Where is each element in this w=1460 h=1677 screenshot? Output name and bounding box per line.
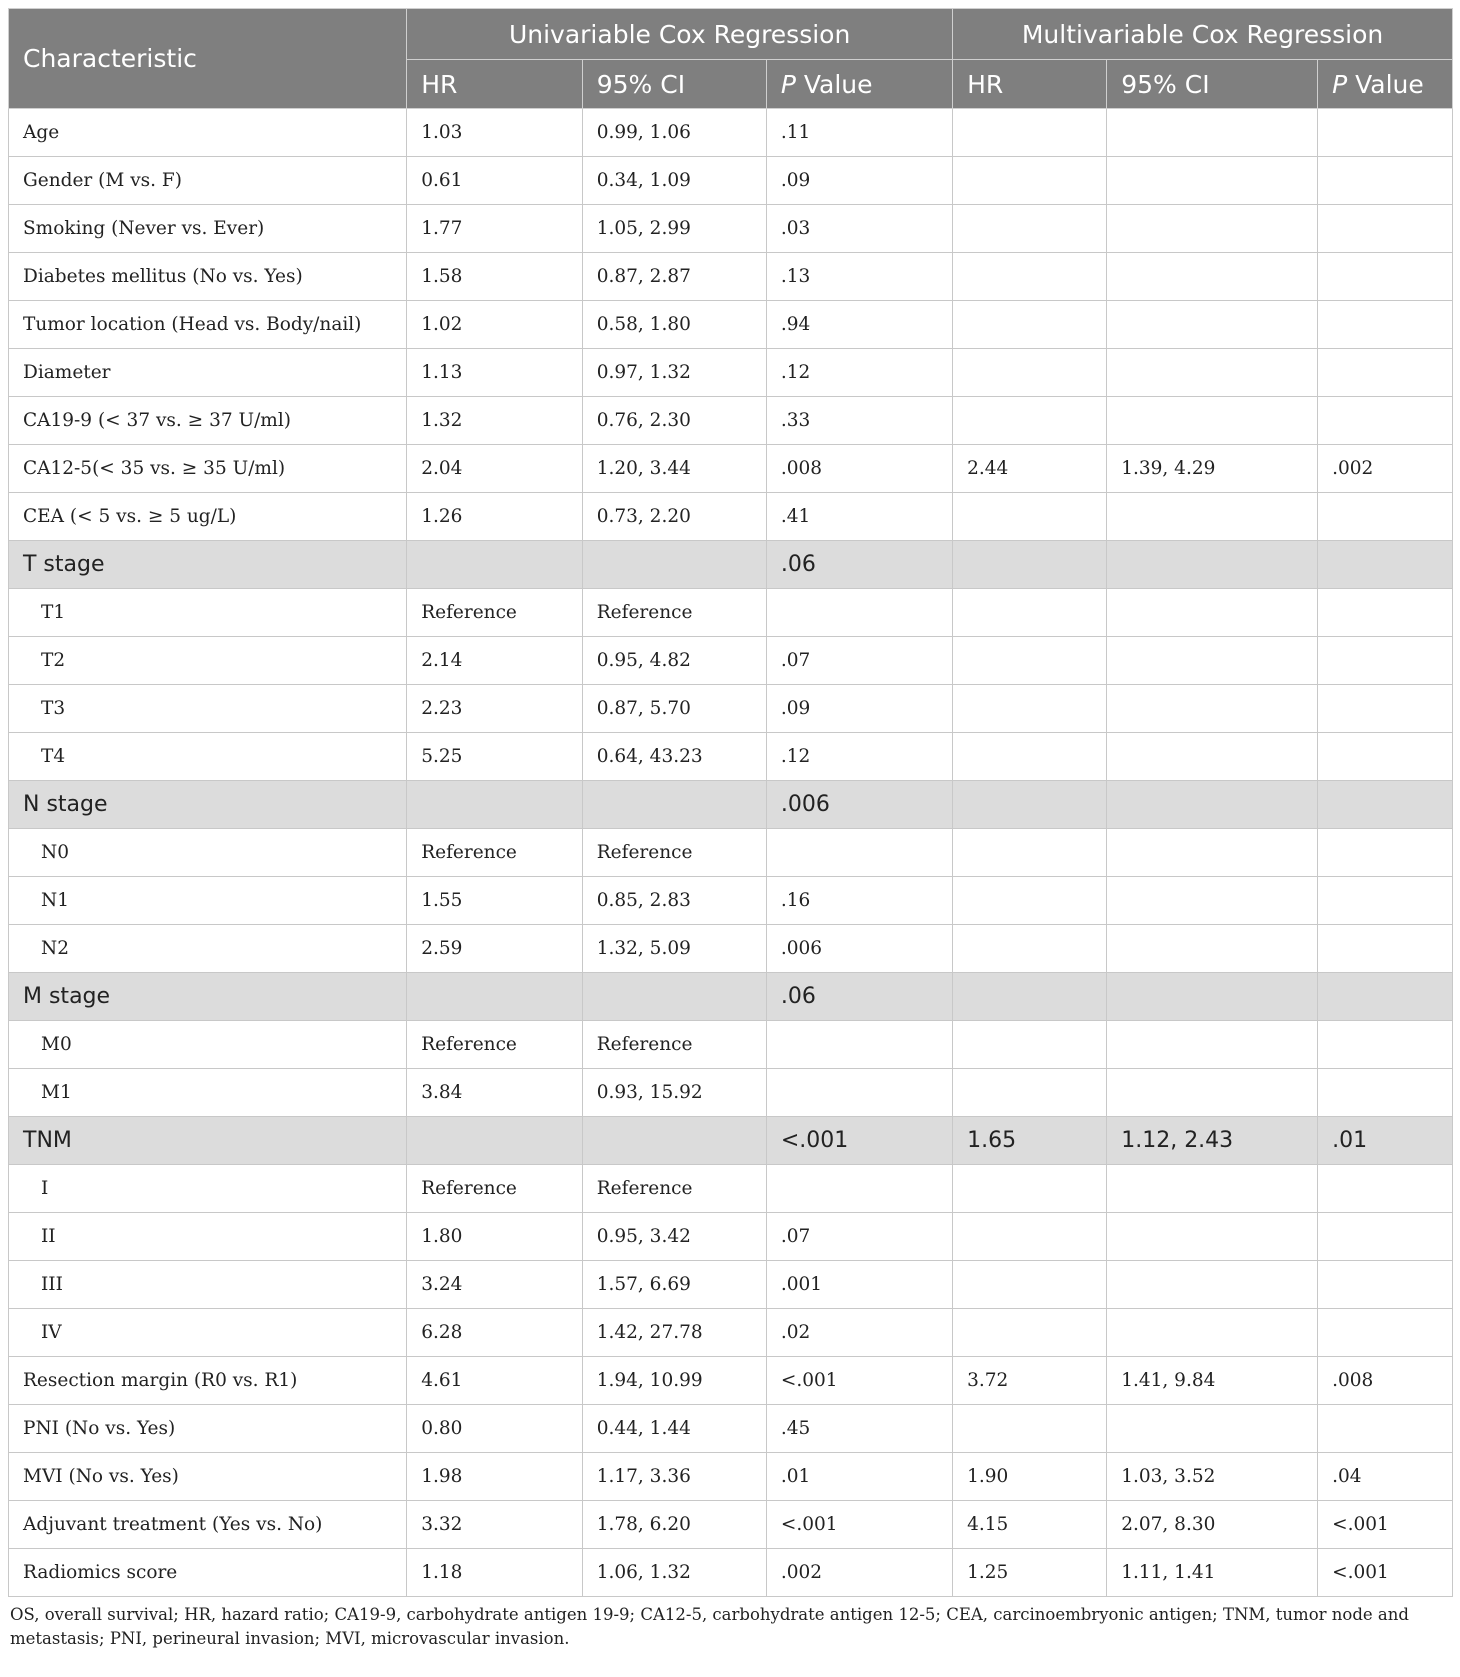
multivariable-ci-cell	[1107, 1213, 1318, 1261]
univariable-ci-cell: 0.87, 2.87	[582, 253, 766, 301]
characteristic-cell: M0	[9, 1021, 407, 1069]
multivariable-p-cell	[1318, 781, 1453, 829]
characteristic-cell: Tumor location (Head vs. Body/nail)	[9, 301, 407, 349]
characteristic-cell: Radiomics score	[9, 1549, 407, 1597]
multivariable-p-cell	[1318, 733, 1453, 781]
multivariable-ci-cell	[1107, 637, 1318, 685]
characteristic-cell: I	[9, 1165, 407, 1213]
sub-row	[9, 1165, 1453, 1213]
univariable-ci-cell: 1.32, 5.09	[582, 925, 766, 973]
multivariable-p-cell	[1318, 397, 1453, 445]
multivariable-hr-cell	[953, 1261, 1107, 1309]
univariable-p-cell: .002	[766, 1549, 952, 1597]
univariable-ci-cell: 1.17, 3.36	[582, 1453, 766, 1501]
univariable-ci-cell: 0.76, 2.30	[582, 397, 766, 445]
multivariable-hr-cell	[953, 1213, 1107, 1261]
univariable-p-cell: .11	[766, 109, 952, 157]
sub-row	[9, 829, 1453, 877]
table-row	[9, 493, 1453, 541]
multivariable-hr-cell: 2.44	[953, 445, 1107, 493]
multivariable-hr-cell	[953, 637, 1107, 685]
univariable-hr-cell: 2.04	[407, 445, 583, 493]
multivariable-hr-cell	[953, 1069, 1107, 1117]
multivariable-hr-cell	[953, 925, 1107, 973]
univariable-hr-cell: 1.26	[407, 493, 583, 541]
table-row	[9, 1405, 1453, 1453]
univariable-p-cell: .09	[766, 685, 952, 733]
multivariable-p-cell	[1318, 589, 1453, 637]
multivariable-p-cell	[1318, 1165, 1453, 1213]
multivariable-hr-cell	[953, 829, 1107, 877]
multivariable-ci-cell	[1107, 541, 1318, 589]
characteristic-cell: T4	[9, 733, 407, 781]
characteristic-cell: N stage	[9, 781, 407, 829]
sub-row	[9, 685, 1453, 733]
univariable-hr-cell: Reference	[407, 1021, 583, 1069]
univariable-ci-cell: 1.94, 10.99	[582, 1357, 766, 1405]
univariable-p-cell: .41	[766, 493, 952, 541]
section-row	[9, 1117, 1453, 1165]
characteristic-cell: Diabetes mellitus (No vs. Yes)	[9, 253, 407, 301]
univariable-hr-cell: 0.61	[407, 157, 583, 205]
characteristic-cell: Resection margin (R0 vs. R1)	[9, 1357, 407, 1405]
multivariable-ci-cell: 2.07, 8.30	[1107, 1501, 1318, 1549]
univariable-hr-cell: 1.80	[407, 1213, 583, 1261]
univariable-p-cell	[766, 1021, 952, 1069]
multivariable-ci-cell	[1107, 1021, 1318, 1069]
multivariable-hr-cell: 4.15	[953, 1501, 1107, 1549]
table-row	[9, 1453, 1453, 1501]
univariable-p-cell: .16	[766, 877, 952, 925]
table-row	[9, 253, 1453, 301]
characteristic-cell: M1	[9, 1069, 407, 1117]
univariable-p-cell: .008	[766, 445, 952, 493]
multivariable-p-cell	[1318, 1261, 1453, 1309]
univariable-hr-cell: 1.32	[407, 397, 583, 445]
sub-row	[9, 1021, 1453, 1069]
multivariable-ci-cell	[1107, 349, 1318, 397]
univariable-p-cell: .006	[766, 781, 952, 829]
multivariable-p-cell	[1318, 637, 1453, 685]
univariable-ci-cell	[582, 541, 766, 589]
multivariable-ci-cell	[1107, 205, 1318, 253]
characteristic-header: Characteristic	[9, 9, 407, 109]
multivariable-ci-cell	[1107, 157, 1318, 205]
univariable-hr-cell: 1.77	[407, 205, 583, 253]
p-italic: P	[780, 69, 796, 99]
univariable-hr-cell: 0.80	[407, 1405, 583, 1453]
univariable-ci-header: 95% CI	[582, 60, 766, 109]
univariable-ci-cell	[582, 1117, 766, 1165]
multivariable-ci-cell	[1107, 877, 1318, 925]
multivariable-hr-cell	[953, 1165, 1107, 1213]
univariable-hr-cell: 1.58	[407, 253, 583, 301]
univariable-hr-header: HR	[407, 60, 583, 109]
univariable-p-cell: .06	[766, 973, 952, 1021]
multivariable-ci-cell	[1107, 1261, 1318, 1309]
multivariable-hr-cell	[953, 253, 1107, 301]
univariable-hr-cell: Reference	[407, 829, 583, 877]
multivariable-p-cell	[1318, 877, 1453, 925]
multivariable-hr-cell	[953, 1405, 1107, 1453]
header-group-row	[9, 9, 1453, 60]
table-body	[9, 109, 1453, 1597]
multivariable-hr-cell	[953, 781, 1107, 829]
table-row	[9, 1501, 1453, 1549]
univariable-p-cell: .07	[766, 637, 952, 685]
univariable-p-cell: .94	[766, 301, 952, 349]
multivariable-ci-cell: 1.03, 3.52	[1107, 1453, 1318, 1501]
characteristic-cell: II	[9, 1213, 407, 1261]
univariable-ci-cell: 1.06, 1.32	[582, 1549, 766, 1597]
univariable-p-cell: .006	[766, 925, 952, 973]
p-value-label: Value	[795, 69, 873, 99]
multivariable-hr-cell	[953, 109, 1107, 157]
sub-row	[9, 1069, 1453, 1117]
multivariable-hr-header: HR	[953, 60, 1107, 109]
characteristic-cell: T stage	[9, 541, 407, 589]
univariable-ci-cell	[582, 973, 766, 1021]
multivariable-p-cell: .01	[1318, 1117, 1453, 1165]
univariable-p-cell: .45	[766, 1405, 952, 1453]
univariable-p-cell: .12	[766, 733, 952, 781]
multivariable-ci-cell: 1.12, 2.43	[1107, 1117, 1318, 1165]
univariable-hr-cell: 3.24	[407, 1261, 583, 1309]
univariable-ci-cell: 0.34, 1.09	[582, 157, 766, 205]
multivariable-ci-cell	[1107, 925, 1318, 973]
univariable-hr-cell: 1.13	[407, 349, 583, 397]
multivariable-ci-cell	[1107, 733, 1318, 781]
univariable-p-cell	[766, 1069, 952, 1117]
univariable-hr-cell	[407, 1117, 583, 1165]
multivariable-ci-cell	[1107, 781, 1318, 829]
characteristic-cell: M stage	[9, 973, 407, 1021]
multivariable-p-cell	[1318, 1213, 1453, 1261]
univariable-p-cell	[766, 589, 952, 637]
table-header	[9, 9, 1453, 109]
multivariable-hr-cell	[953, 589, 1107, 637]
multivariable-hr-cell	[953, 973, 1107, 1021]
multivariable-ci-cell	[1107, 397, 1318, 445]
univariable-header: Univariable Cox Regression	[407, 9, 953, 60]
characteristic-cell: CEA (< 5 vs. ≥ 5 ug/L)	[9, 493, 407, 541]
sub-row	[9, 1309, 1453, 1357]
multivariable-p-cell	[1318, 1021, 1453, 1069]
multivariable-ci-cell	[1107, 1069, 1318, 1117]
p-italic: P	[1332, 69, 1348, 99]
multivariable-ci-cell	[1107, 973, 1318, 1021]
table-row	[9, 445, 1453, 493]
table-row	[9, 205, 1453, 253]
univariable-ci-cell: 1.57, 6.69	[582, 1261, 766, 1309]
univariable-hr-cell: 1.18	[407, 1549, 583, 1597]
characteristic-cell: N0	[9, 829, 407, 877]
characteristic-cell: TNM	[9, 1117, 407, 1165]
univariable-p-cell: <.001	[766, 1357, 952, 1405]
multivariable-hr-cell: 1.25	[953, 1549, 1107, 1597]
characteristic-cell: IV	[9, 1309, 407, 1357]
univariable-p-cell	[766, 1165, 952, 1213]
section-row	[9, 541, 1453, 589]
characteristic-cell: Diameter	[9, 349, 407, 397]
multivariable-hr-cell	[953, 349, 1107, 397]
multivariable-p-cell	[1318, 349, 1453, 397]
multivariable-p-header	[1318, 60, 1453, 109]
univariable-ci-cell: 0.87, 5.70	[582, 685, 766, 733]
sub-row	[9, 925, 1453, 973]
univariable-ci-cell: 0.73, 2.20	[582, 493, 766, 541]
multivariable-header: Multivariable Cox Regression	[953, 9, 1453, 60]
univariable-p-cell: .13	[766, 253, 952, 301]
multivariable-p-cell: .008	[1318, 1357, 1453, 1405]
univariable-hr-cell: 2.59	[407, 925, 583, 973]
multivariable-hr-cell	[953, 493, 1107, 541]
univariable-ci-cell: 1.42, 27.78	[582, 1309, 766, 1357]
univariable-hr-cell	[407, 781, 583, 829]
univariable-p-cell: .01	[766, 1453, 952, 1501]
characteristic-cell: III	[9, 1261, 407, 1309]
univariable-hr-cell: 1.98	[407, 1453, 583, 1501]
univariable-ci-cell: 1.78, 6.20	[582, 1501, 766, 1549]
multivariable-ci-cell	[1107, 1309, 1318, 1357]
univariable-ci-cell: 0.95, 3.42	[582, 1213, 766, 1261]
univariable-hr-cell: 6.28	[407, 1309, 583, 1357]
univariable-p-cell: .06	[766, 541, 952, 589]
sub-row	[9, 1261, 1453, 1309]
characteristic-cell: T1	[9, 589, 407, 637]
characteristic-cell: Gender (M vs. F)	[9, 157, 407, 205]
multivariable-p-cell: <.001	[1318, 1501, 1453, 1549]
multivariable-p-cell	[1318, 829, 1453, 877]
characteristic-cell: CA12-5(< 35 vs. ≥ 35 U/ml)	[9, 445, 407, 493]
characteristic-cell: T2	[9, 637, 407, 685]
univariable-ci-cell: 0.95, 4.82	[582, 637, 766, 685]
univariable-p-cell	[766, 829, 952, 877]
multivariable-p-cell	[1318, 493, 1453, 541]
multivariable-p-cell	[1318, 1405, 1453, 1453]
univariable-hr-cell: 1.02	[407, 301, 583, 349]
multivariable-ci-cell	[1107, 253, 1318, 301]
sub-row	[9, 637, 1453, 685]
characteristic-cell: N1	[9, 877, 407, 925]
univariable-hr-cell: 5.25	[407, 733, 583, 781]
multivariable-ci-cell	[1107, 493, 1318, 541]
multivariable-p-cell	[1318, 301, 1453, 349]
univariable-p-cell: .12	[766, 349, 952, 397]
multivariable-hr-cell	[953, 685, 1107, 733]
univariable-p-cell: <.001	[766, 1501, 952, 1549]
sub-row	[9, 877, 1453, 925]
multivariable-p-cell: .04	[1318, 1453, 1453, 1501]
characteristic-cell: Smoking (Never vs. Ever)	[9, 205, 407, 253]
univariable-ci-cell	[582, 781, 766, 829]
univariable-p-cell: <.001	[766, 1117, 952, 1165]
multivariable-hr-cell	[953, 157, 1107, 205]
table-row	[9, 1357, 1453, 1405]
section-row	[9, 781, 1453, 829]
multivariable-p-cell	[1318, 973, 1453, 1021]
table-row	[9, 157, 1453, 205]
table-footnote: OS, overall survival; HR, hazard ratio; CA19-9, carbohydrate antigen 19-9; CA12-5, carbohydrate antigen 12-5; CEA, carcinoembryonic antigen; TNM, tumor node and metastasis; PNI, perineural invasion; MVI, microvascular invasion.	[10, 1605, 1409, 1648]
multivariable-p-cell: .002	[1318, 445, 1453, 493]
univariable-hr-cell: 2.23	[407, 685, 583, 733]
univariable-hr-cell: 4.61	[407, 1357, 583, 1405]
univariable-ci-cell: Reference	[582, 589, 766, 637]
table-row	[9, 301, 1453, 349]
multivariable-hr-cell	[953, 733, 1107, 781]
sub-row	[9, 733, 1453, 781]
cox-regression-table	[8, 8, 1453, 1597]
univariable-p-header	[766, 60, 952, 109]
univariable-ci-cell: 0.44, 1.44	[582, 1405, 766, 1453]
multivariable-ci-cell	[1107, 301, 1318, 349]
multivariable-ci-cell	[1107, 1405, 1318, 1453]
multivariable-p-cell	[1318, 925, 1453, 973]
multivariable-p-cell	[1318, 541, 1453, 589]
multivariable-p-cell	[1318, 1069, 1453, 1117]
univariable-p-cell: .07	[766, 1213, 952, 1261]
multivariable-hr-cell: 1.90	[953, 1453, 1107, 1501]
univariable-ci-cell: 0.97, 1.32	[582, 349, 766, 397]
multivariable-ci-cell	[1107, 109, 1318, 157]
multivariable-hr-cell	[953, 877, 1107, 925]
univariable-p-cell: .33	[766, 397, 952, 445]
sub-row	[9, 1213, 1453, 1261]
multivariable-hr-cell	[953, 541, 1107, 589]
characteristic-cell: Adjuvant treatment (Yes vs. No)	[9, 1501, 407, 1549]
multivariable-ci-cell: 1.39, 4.29	[1107, 445, 1318, 493]
univariable-hr-cell: 3.84	[407, 1069, 583, 1117]
univariable-ci-cell: 0.64, 43.23	[582, 733, 766, 781]
multivariable-p-cell	[1318, 253, 1453, 301]
multivariable-p-cell	[1318, 157, 1453, 205]
univariable-hr-cell: 1.03	[407, 109, 583, 157]
characteristic-cell: MVI (No vs. Yes)	[9, 1453, 407, 1501]
multivariable-ci-cell: 1.41, 9.84	[1107, 1357, 1318, 1405]
multivariable-p-cell	[1318, 109, 1453, 157]
multivariable-hr-cell: 3.72	[953, 1357, 1107, 1405]
multivariable-ci-cell: 1.11, 1.41	[1107, 1549, 1318, 1597]
multivariable-p-cell	[1318, 685, 1453, 733]
univariable-p-cell: .03	[766, 205, 952, 253]
univariable-hr-cell: Reference	[407, 589, 583, 637]
table-row	[9, 109, 1453, 157]
univariable-hr-cell: 2.14	[407, 637, 583, 685]
sub-row	[9, 589, 1453, 637]
multivariable-ci-header: 95% CI	[1107, 60, 1318, 109]
multivariable-hr-cell: 1.65	[953, 1117, 1107, 1165]
multivariable-hr-cell	[953, 1021, 1107, 1069]
univariable-p-cell: .02	[766, 1309, 952, 1357]
multivariable-hr-cell	[953, 1309, 1107, 1357]
univariable-ci-cell: Reference	[582, 1165, 766, 1213]
univariable-ci-cell: 0.58, 1.80	[582, 301, 766, 349]
multivariable-p-cell	[1318, 205, 1453, 253]
characteristic-cell: T3	[9, 685, 407, 733]
section-row	[9, 973, 1453, 1021]
table-row	[9, 349, 1453, 397]
multivariable-ci-cell	[1107, 829, 1318, 877]
univariable-ci-cell: 0.93, 15.92	[582, 1069, 766, 1117]
univariable-hr-cell: Reference	[407, 1165, 583, 1213]
table-row	[9, 1549, 1453, 1597]
multivariable-p-cell: <.001	[1318, 1549, 1453, 1597]
multivariable-ci-cell	[1107, 1165, 1318, 1213]
characteristic-cell: Age	[9, 109, 407, 157]
univariable-hr-cell: 1.55	[407, 877, 583, 925]
results-table-container	[8, 8, 1453, 1651]
p-value-label: Value	[1347, 69, 1424, 99]
univariable-p-cell: .001	[766, 1261, 952, 1309]
multivariable-ci-cell	[1107, 589, 1318, 637]
univariable-ci-cell: 0.85, 2.83	[582, 877, 766, 925]
multivariable-p-cell	[1318, 1309, 1453, 1357]
univariable-ci-cell: 1.05, 2.99	[582, 205, 766, 253]
characteristic-cell: CA19-9 (< 37 vs. ≥ 37 U/ml)	[9, 397, 407, 445]
univariable-ci-cell: Reference	[582, 1021, 766, 1069]
univariable-ci-cell: 1.20, 3.44	[582, 445, 766, 493]
multivariable-hr-cell	[953, 301, 1107, 349]
multivariable-hr-cell	[953, 205, 1107, 253]
univariable-ci-cell: Reference	[582, 829, 766, 877]
characteristic-cell: N2	[9, 925, 407, 973]
univariable-p-cell: .09	[766, 157, 952, 205]
univariable-hr-cell	[407, 973, 583, 1021]
univariable-hr-cell	[407, 541, 583, 589]
multivariable-hr-cell	[953, 397, 1107, 445]
characteristic-cell: PNI (No vs. Yes)	[9, 1405, 407, 1453]
univariable-hr-cell: 3.32	[407, 1501, 583, 1549]
univariable-ci-cell: 0.99, 1.06	[582, 109, 766, 157]
table-row	[9, 397, 1453, 445]
multivariable-ci-cell	[1107, 685, 1318, 733]
